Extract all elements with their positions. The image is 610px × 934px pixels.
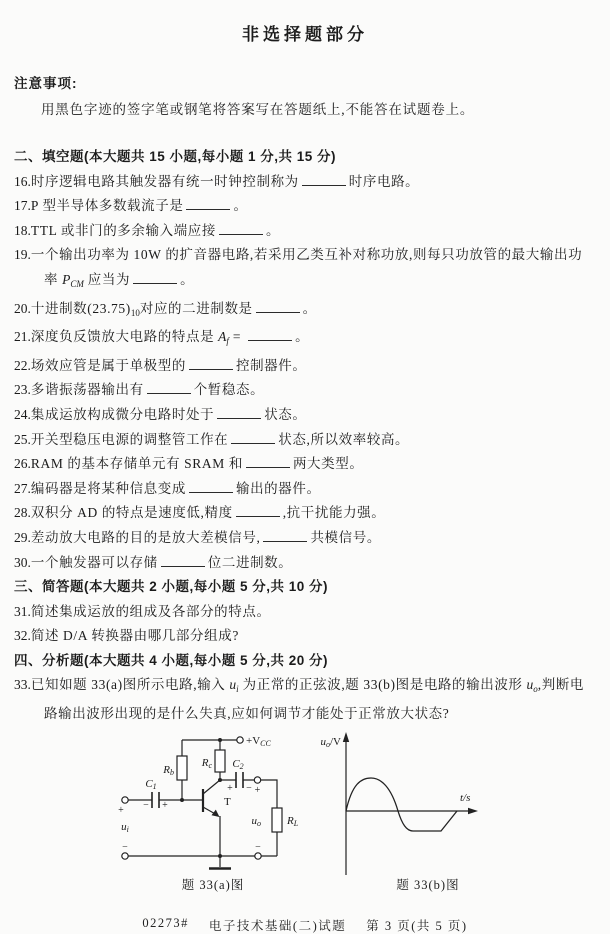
- question-17: [14, 194, 596, 219]
- question-number: 30.: [14, 554, 31, 570]
- question-text: 双积分 AD 的特点是速度低,精度: [30, 505, 233, 521]
- exam-code: 02273#: [142, 915, 189, 930]
- y-axis-label: uo/V: [320, 735, 341, 749]
- question-number: 27.: [14, 480, 31, 496]
- answer-blank: [133, 270, 177, 284]
- axis-arrows: [343, 732, 478, 814]
- question-number: 20.: [14, 300, 31, 316]
- question-text: P: [62, 271, 71, 287]
- answer-blank: [186, 196, 230, 210]
- waveform-labels: [321, 736, 471, 892]
- answer-blank: [263, 528, 307, 542]
- question-text: 多谐振荡器输出有: [30, 382, 144, 398]
- question-26: [14, 452, 596, 477]
- question-number: 31.: [14, 603, 31, 619]
- question-text: i: [236, 684, 239, 695]
- question-33: [14, 673, 596, 726]
- question-number: 25.: [14, 431, 31, 447]
- question-text: CM: [70, 278, 84, 289]
- notice-body: 用黑色字迹的签字笔或钢笔将答案写在答题纸上,不能答在试题卷上。: [41, 102, 475, 117]
- question-number: 33.: [14, 677, 31, 693]
- c2-plus-sign: +: [227, 782, 233, 794]
- uo-label: uo: [251, 814, 261, 828]
- c1-plus-sign: +: [162, 799, 168, 811]
- question-text: 输出的器件。: [235, 480, 321, 496]
- resistor-rc: [215, 750, 225, 772]
- question-text: 两大类型。: [292, 456, 364, 472]
- y-axis-arrow: [343, 732, 349, 742]
- question-text: P 型半导体多数载流子是: [30, 198, 184, 214]
- question-text: 一个触发器可以存储: [30, 554, 158, 570]
- input-terminal: [122, 796, 128, 802]
- question-number: 24.: [14, 406, 31, 422]
- question-text: 编码器是将某种信息变成: [30, 480, 186, 496]
- question-19: [14, 243, 596, 296]
- question-text: 状态,所以效率较高。: [278, 431, 410, 447]
- answer-blank: [248, 327, 292, 341]
- question-21: [14, 325, 596, 354]
- question-32: [14, 624, 596, 649]
- answer-blank: [246, 454, 290, 468]
- question-text: 已知如题 33(a)图所示电路,输入: [30, 677, 230, 693]
- answer-blank: [189, 479, 233, 493]
- question-text: RAM 的基本存储单元有 SRAM 和: [30, 456, 243, 472]
- question-25: [14, 428, 596, 453]
- emitter-arrow: [212, 809, 220, 816]
- question-text: 。: [295, 329, 310, 345]
- question-text: 十进制数(23.75): [30, 300, 131, 316]
- question-27: [14, 477, 596, 502]
- caption-33a: 题 33(a)图: [181, 877, 245, 892]
- question-text: 10: [130, 307, 140, 318]
- notice-heading: 注意事项:: [14, 76, 78, 91]
- question-text: 状态。: [264, 406, 307, 422]
- question-number: 26.: [14, 456, 31, 472]
- page-title: 非选择题部分: [242, 25, 368, 44]
- x-axis-label: t/s: [460, 791, 471, 804]
- answer-blank: [189, 356, 233, 370]
- question-text: 简述集成运放的组成及各部分的特点。: [30, 603, 271, 619]
- question-text: ,判断电路输出波形出现的是什么失真,应如何调节才能处于正常放大状态?: [44, 677, 585, 722]
- question-number: 16.: [14, 173, 31, 189]
- question-text: 差动放大电路的目的是放大差模信号,: [30, 529, 261, 545]
- answer-blank: [161, 553, 205, 567]
- question-number: 29.: [14, 529, 31, 545]
- question-23: [14, 378, 596, 403]
- vcc-terminal: [237, 736, 243, 742]
- rl-label: RL: [287, 814, 299, 828]
- resistor-rb: [177, 756, 187, 780]
- question-text: 场效应管是属于单极型的: [30, 357, 186, 373]
- question-text: 一个输出功率为 10W 的扩音器电路,若采用乙类互补对称功放,则每只功放管的最大输出功率: [30, 247, 583, 287]
- question-text: 深度负反馈放大电路的特点是: [30, 329, 219, 345]
- answer-blank: [147, 380, 191, 394]
- question-text: 时序电路。: [348, 173, 420, 189]
- output-waveform-clipped-sine: [346, 778, 457, 831]
- question-number: 23.: [14, 382, 31, 398]
- question-text: 共模信号。: [310, 529, 381, 545]
- answer-blank: [302, 172, 346, 186]
- question-text: 开关型稳压电源的调整管工作在: [30, 431, 229, 447]
- section-heading-fill: 二、填空题(本大题共 15 小题,每小题 1 分,共 15 分): [14, 149, 337, 164]
- question-text: ,抗干扰能力强。: [282, 505, 386, 521]
- question-30: [14, 551, 596, 576]
- question-number: 18.: [14, 222, 31, 238]
- question-text: 简述 D/A 转换器由哪几部分组成?: [30, 628, 239, 644]
- page-number: 第 3 页(共 5 页): [366, 918, 468, 933]
- question-20: [14, 297, 596, 326]
- output-terminal: [254, 776, 260, 782]
- question-text: =: [228, 329, 246, 345]
- question-text: 位二进制数。: [207, 554, 293, 570]
- answer-blank: [256, 299, 300, 313]
- question-text: 控制器件。: [235, 357, 307, 373]
- input-minus-sign: −: [122, 841, 128, 853]
- question-text: 。: [180, 271, 195, 287]
- section-heading-analysis: 四、分析题(本大题共 4 小题,每小题 5 分,共 20 分): [14, 652, 329, 668]
- question-text: 应当为: [83, 271, 131, 287]
- question-22: [14, 354, 596, 379]
- question-text: 。: [302, 300, 317, 316]
- waveform-diagram-33b: [300, 728, 500, 896]
- question-text: o: [533, 684, 538, 695]
- vcc-label: +VCC: [246, 734, 271, 748]
- question-28: [14, 501, 596, 526]
- answer-blank: [219, 221, 263, 235]
- question-number: 21.: [14, 329, 31, 345]
- question-text: 。: [266, 222, 281, 238]
- question-number: 22.: [14, 357, 31, 373]
- question-text: 对应的二进制数是: [139, 300, 253, 316]
- question-text: 为正常的正弦波,题 33(b)图是电路的输出波形: [238, 677, 527, 693]
- question-number: 19.: [14, 247, 31, 263]
- output-minus-sign: −: [255, 841, 261, 853]
- question-29: [14, 526, 596, 551]
- answer-blank: [217, 405, 261, 419]
- question-text: 。: [233, 198, 248, 214]
- question-18: [14, 219, 596, 244]
- waveform-axes: [346, 738, 471, 875]
- question-text: A: [218, 329, 227, 345]
- figure-33: [14, 728, 596, 896]
- fill-questions: [14, 170, 596, 576]
- c1-label: C1: [145, 777, 157, 791]
- question-text: 个暂稳态。: [193, 382, 265, 398]
- question-text: f: [226, 336, 229, 347]
- question-16: [14, 170, 596, 195]
- answer-blank: [231, 430, 275, 444]
- analysis-questions: [14, 673, 596, 726]
- question-number: 28.: [14, 505, 31, 521]
- answer-blank: [236, 503, 280, 517]
- question-number: 17.: [14, 198, 31, 214]
- rc-label: Rc: [201, 756, 212, 770]
- question-text: 集成运放构成微分电路时处于: [30, 406, 215, 422]
- question-24: [14, 403, 596, 428]
- resistor-rl: [272, 808, 282, 832]
- short-questions: [14, 600, 596, 649]
- transistor-label: T: [224, 795, 231, 808]
- c2-minus-sign: −: [246, 782, 252, 794]
- caption-33b: 题 33(b)图: [396, 877, 460, 892]
- ui-label: ui: [121, 820, 129, 834]
- page-footer: [14, 916, 596, 934]
- question-number: 32.: [14, 628, 31, 644]
- question-text: u: [526, 677, 534, 693]
- c2-label: C2: [232, 757, 244, 771]
- output-return-terminal: [255, 852, 261, 858]
- question-text: TTL 或非门的多余输入端应接: [30, 222, 216, 238]
- input-plus-sign: +: [118, 804, 124, 816]
- question-text: u: [229, 677, 237, 693]
- rb-label: Rb: [163, 763, 174, 777]
- exam-title: 电子技术基础(二)试题: [208, 918, 347, 933]
- question-31: [14, 600, 596, 625]
- x-axis-arrow: [468, 807, 478, 813]
- c1-minus-sign: −: [143, 799, 149, 811]
- output-plus-sign: +: [254, 784, 261, 796]
- input-return-terminal: [122, 852, 128, 858]
- question-text: 时序逻辑电路其触发器有统一时钟控制称为: [30, 173, 299, 189]
- section-heading-short: 三、简答题(本大题共 2 小题,每小题 5 分,共 10 分): [14, 579, 329, 595]
- circuit-terminals: [122, 736, 261, 858]
